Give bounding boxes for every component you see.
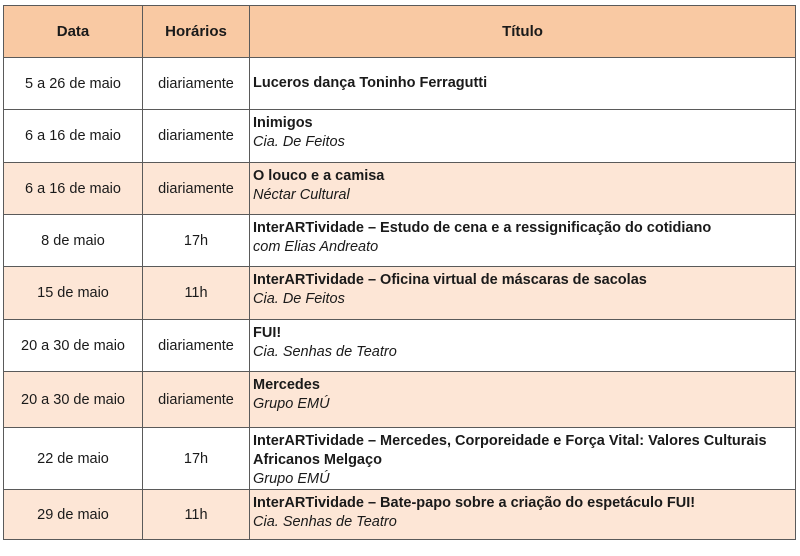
cell-date: 6 a 16 de maio [4, 163, 143, 215]
table-row [4, 320, 796, 372]
cell-date: 20 a 30 de maio [4, 372, 143, 428]
event-title: O louco e a camisa [253, 168, 385, 184]
cell-title [250, 372, 796, 428]
cell-date: 8 de maio [4, 215, 143, 267]
cell-time: 11h [143, 490, 250, 540]
cell-time: 17h [143, 215, 250, 267]
event-title: InterARTividade – Oficina virtual de máscaras de sacolas [253, 272, 647, 288]
event-title: Inimigos [253, 115, 313, 131]
event-title: InterARTividade – Estudo de cena e a ressignificação do cotidiano [253, 220, 712, 236]
event-company: Néctar Cultural [253, 187, 350, 203]
cell-date: 29 de maio [4, 490, 143, 540]
cell-title [250, 428, 796, 490]
cell-date: 22 de maio [4, 428, 143, 490]
header-row [4, 6, 796, 58]
table-row [4, 490, 796, 540]
event-company: Cia. De Feitos [253, 134, 345, 150]
table-row [4, 428, 796, 490]
event-company: Cia. Senhas de Teatro [253, 344, 397, 360]
header-time: Horários [143, 6, 250, 58]
cell-title [250, 267, 796, 320]
cell-date: 15 de maio [4, 267, 143, 320]
cell-title [250, 163, 796, 215]
header-title: Título [250, 6, 796, 58]
cell-title [250, 110, 796, 163]
event-title: Luceros dança Toninho Ferragutti [253, 75, 488, 91]
cell-time: diariamente [143, 372, 250, 428]
event-company: Grupo EMÚ [253, 396, 330, 412]
schedule-table [3, 5, 796, 540]
event-title: InterARTividade – Mercedes, Corporeidade e Força Vital: Valores Culturais Africanos Melgaço [253, 433, 767, 468]
event-title: Mercedes [253, 377, 320, 393]
table-row [4, 110, 796, 163]
cell-time: 11h [143, 267, 250, 320]
schedule-table-container [3, 5, 795, 540]
event-company: Grupo EMÚ [253, 471, 330, 487]
event-company: com Elias Andreato [253, 239, 379, 255]
cell-title [250, 215, 796, 267]
table-row [4, 58, 796, 110]
table-row [4, 267, 796, 320]
cell-date: 20 a 30 de maio [4, 320, 143, 372]
table-row [4, 372, 796, 428]
cell-title [250, 58, 796, 110]
event-title: FUI! [253, 325, 282, 341]
cell-time: 17h [143, 428, 250, 490]
cell-date: 5 a 26 de maio [4, 58, 143, 110]
cell-time: diariamente [143, 163, 250, 215]
table-row [4, 215, 796, 267]
table-row [4, 163, 796, 215]
header-date: Data [4, 6, 143, 58]
event-company: Cia. Senhas de Teatro [253, 514, 397, 530]
cell-date: 6 a 16 de maio [4, 110, 143, 163]
cell-time: diariamente [143, 58, 250, 110]
cell-time: diariamente [143, 110, 250, 163]
cell-title [250, 320, 796, 372]
cell-time: diariamente [143, 320, 250, 372]
event-title: InterARTividade – Bate-papo sobre a criação do espetáculo FUI! [253, 495, 696, 511]
cell-title [250, 490, 796, 540]
event-company: Cia. De Feitos [253, 291, 345, 307]
